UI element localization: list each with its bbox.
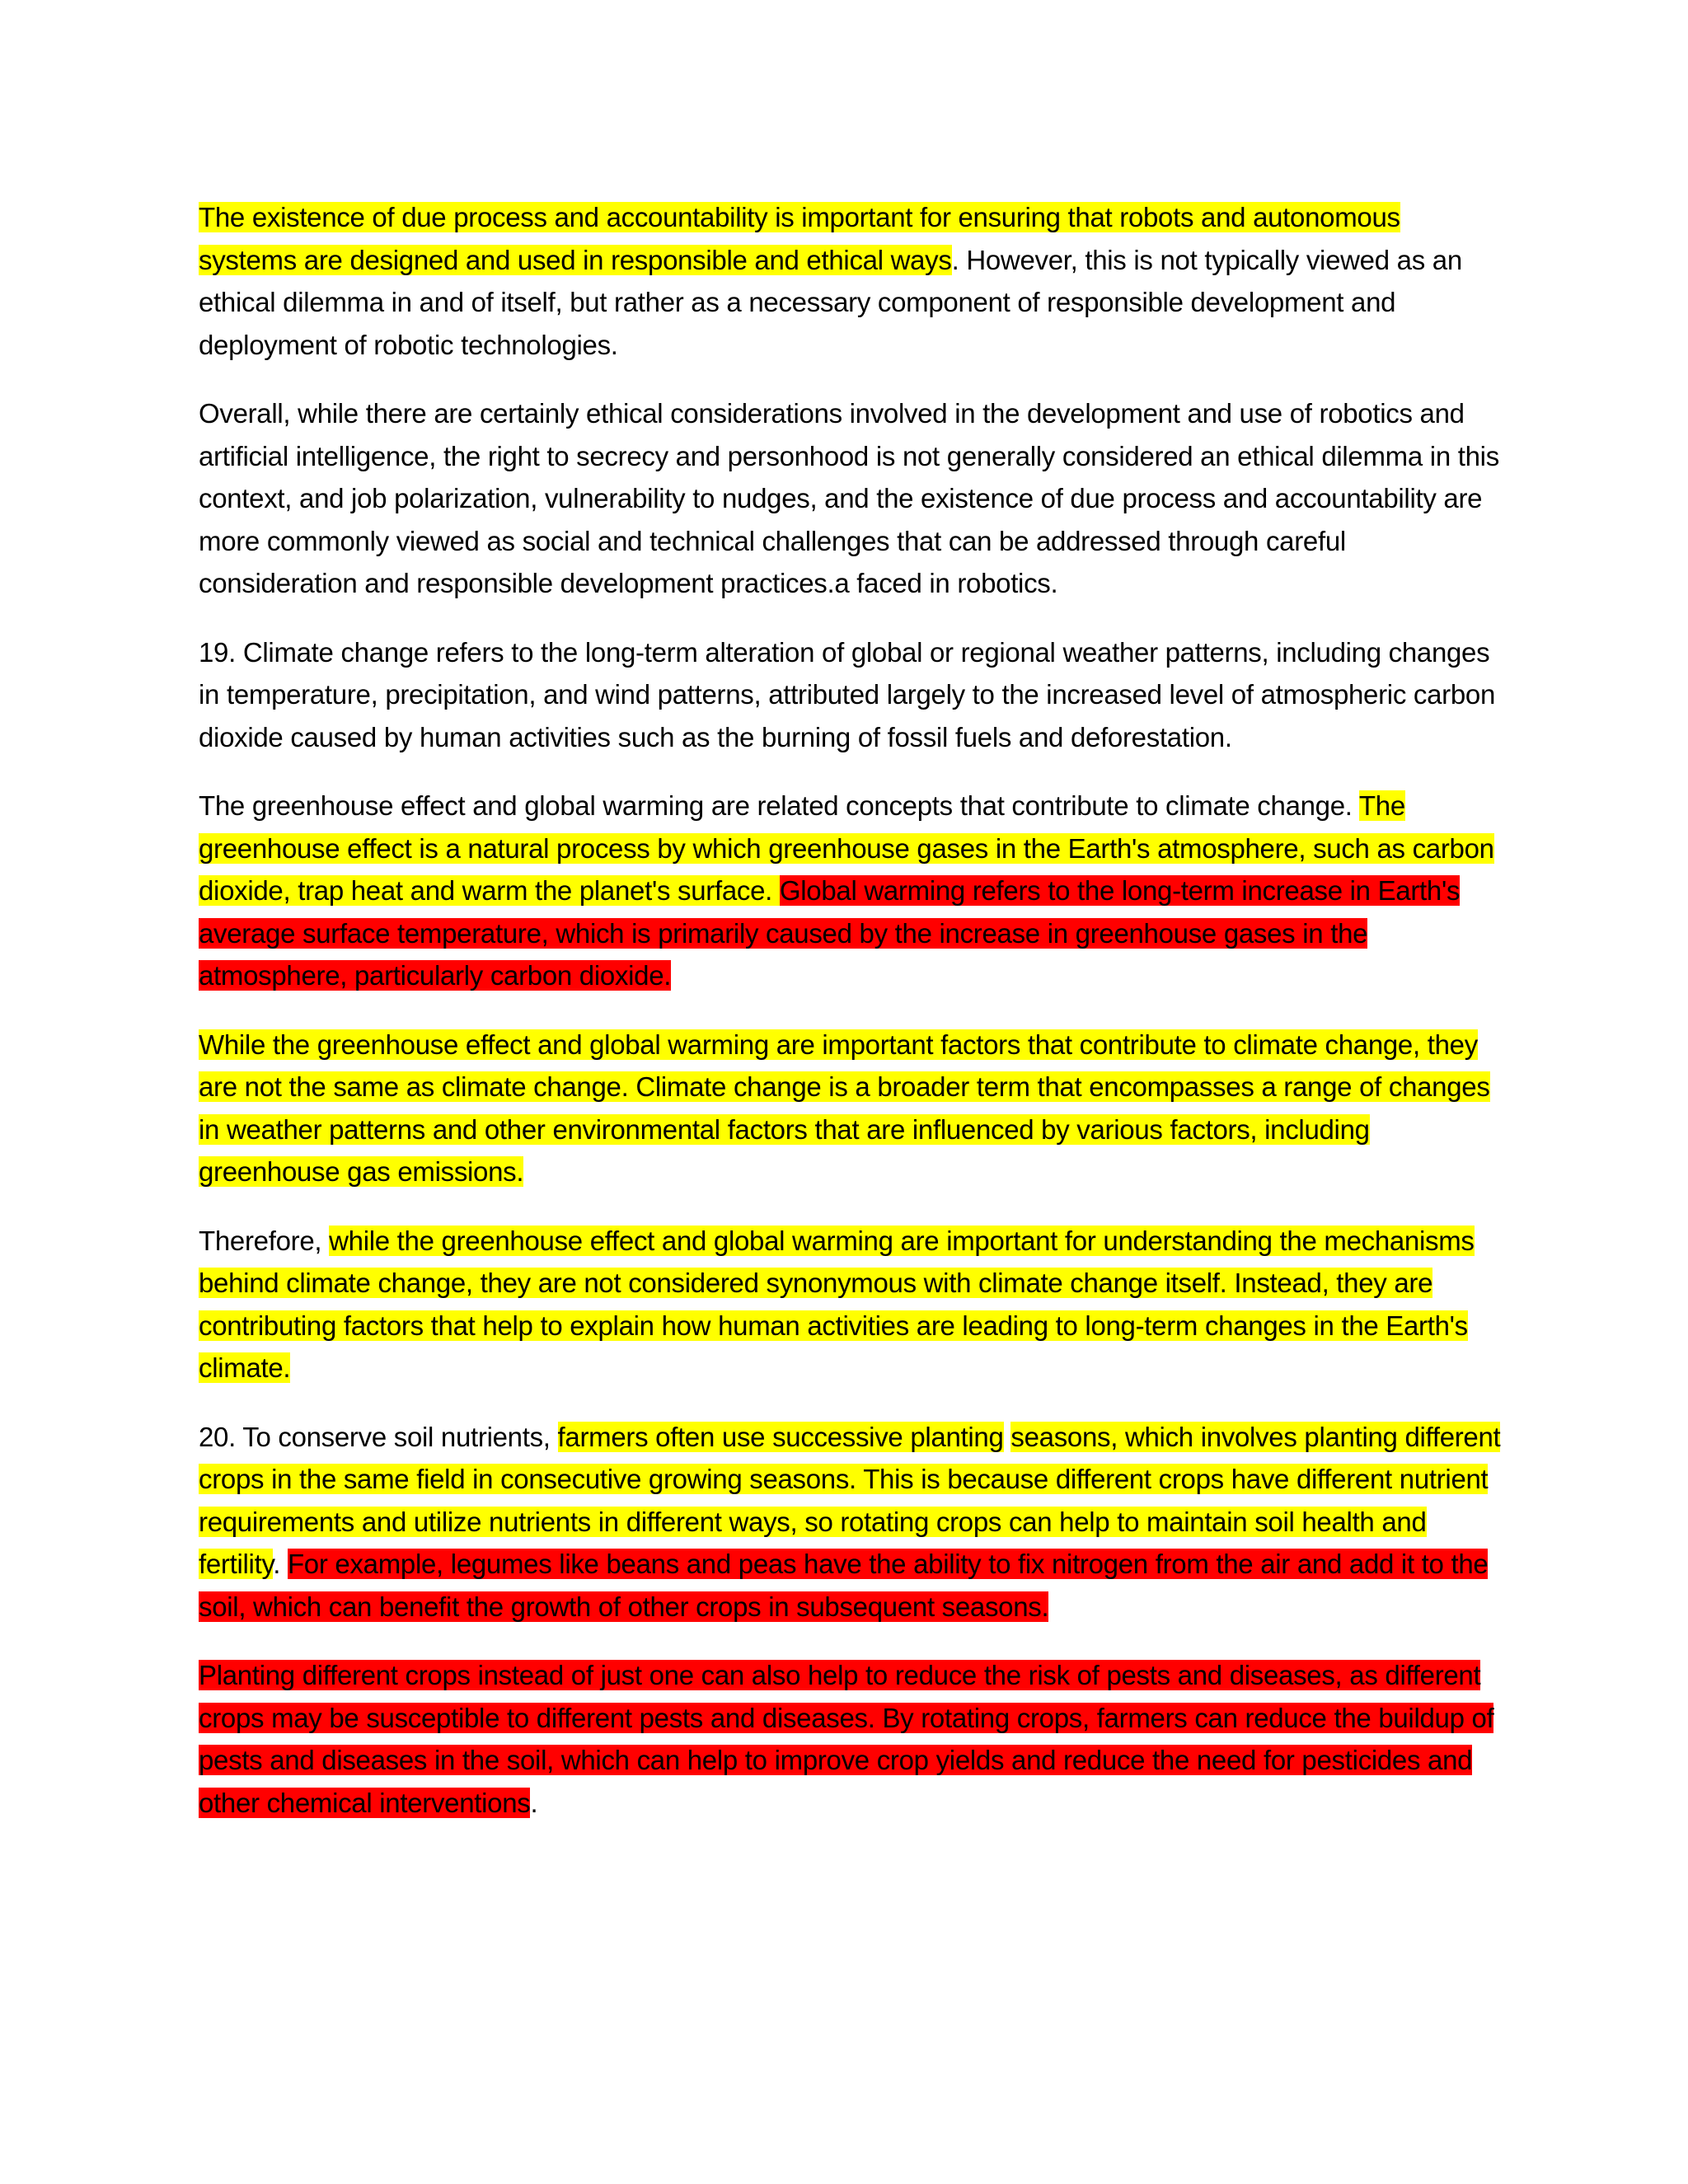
text-run: . However, this is not typically viewed as an ethical dilemma in and of itself, but rather as a necessary component of responsible development and deployment of robotic technologies.: [199, 244, 1462, 360]
paragraph: [199, 1024, 1501, 1193]
highlighted-text: seasons, which involves planting different crops in the same field in consecutive growing seasons. This is because different crops have different nutrient requirements and utilize nutrients in different ways, so rotating crops can help to maintain soil health and fertility: [199, 1421, 1501, 1579]
paragraph: [199, 196, 1501, 366]
paragraph: [199, 1416, 1501, 1629]
paragraph: [199, 785, 1501, 997]
text-run: 20. To conserve soil nutrients,: [199, 1421, 558, 1452]
highlighted-text: For example, legumes like beans and peas have the ability to fix nitrogen from the air and add it to the soil, which can benefit the growth of other crops in subsequent seasons.: [199, 1549, 1489, 1622]
highlighted-text: Planting different crops instead of just one can also help to reduce the risk of pests and diseases, as different crops may be susceptible to different pests and diseases. By rotating crops, farmers can reduce the buildup of pests and diseases in the soil, which can help to improve crop yields and reduce the need for pesticides and other chemical interventions: [199, 1660, 1494, 1818]
paragraph: [199, 392, 1501, 605]
highlighted-text: Global warming refers to the long-term increase in Earth's average surface temperature, which is primarily caused by the increase in greenhouse gases in the atmosphere, particularly carbon dioxide.: [199, 875, 1461, 991]
text-run: .: [530, 1787, 538, 1818]
highlighted-text: while the greenhouse effect and global warming are important for understanding the mechanisms behind climate change, they are not considered synonymous with climate change itself. Instead, they are contributing factors that help to explain how human activities are leading to long-term changes in the Earth's climate.: [199, 1225, 1475, 1383]
paragraph: [199, 631, 1501, 759]
text-run: 19. Climate change refers to the long-term alteration of global or regional weather patterns, including changes in temperature, precipitation, and wind patterns, attributed largely to the increased level of atmospheric carbon dioxide caused by human activities such as the burning of fossil fuels and deforestation.: [199, 636, 1495, 752]
text-run: Therefore,: [199, 1225, 330, 1256]
text-run: .: [273, 1549, 288, 1579]
text-run: The greenhouse effect and global warming are related concepts that contribute to climate change.: [199, 790, 1359, 821]
highlighted-text: farmers often use successive planting: [557, 1421, 1004, 1452]
highlighted-text: The existence of due process and accountability is important for ensuring that robots and autonomous systems are designed and used in responsible and ethical ways: [199, 202, 1400, 275]
paragraph: [199, 1220, 1501, 1390]
highlighted-text: While the greenhouse effect and global warming are important factors that contribute to climate change, they are not the same as climate change. Climate change is a broader term that encompasses a range of changes in weather patterns and other environmental factors that are influenced by various factors, including greenhouse gas emissions.: [199, 1029, 1490, 1187]
highlighted-text: The greenhouse effect is a natural process by which greenhouse gases in the Earth's atmosphere, such as carbon dioxide, trap heat and warm the planet's surface.: [199, 790, 1494, 906]
text-run: Overall, while there are certainly ethical considerations involved in the development and use of robotics and artificial intelligence, the right to secrecy and personhood is not generally considered an ethical dilemma in this context, and job polarization, vulnerability to nudges, and the existence of due process and accountability are more commonly viewed as social and technical challenges that can be addressed through careful consideration and responsible development practices.a faced in robotics.: [199, 398, 1499, 598]
paragraph: [199, 1654, 1501, 1824]
document-body: [199, 196, 1501, 1850]
